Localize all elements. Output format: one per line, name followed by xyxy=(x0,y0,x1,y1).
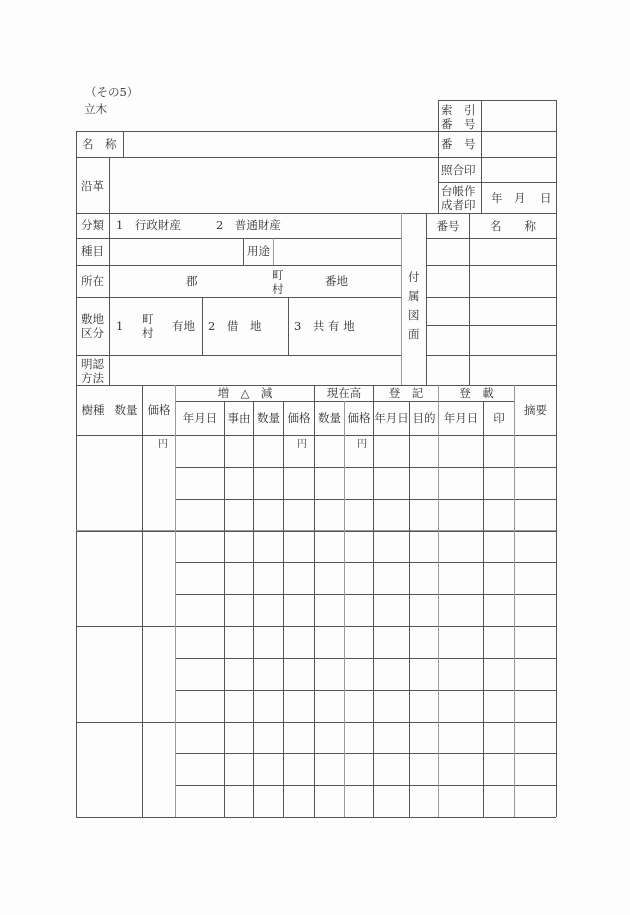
col-quantity: 数量 xyxy=(114,403,138,417)
table-row-group-3[interactable] xyxy=(77,627,174,722)
site-option-1-suffix[interactable]: 有地 xyxy=(172,319,195,333)
yen-unit-change-price: 円 xyxy=(297,439,307,450)
category-label: 種目 xyxy=(81,244,104,258)
attached-drawings-name-header: 名 称 xyxy=(490,218,536,233)
index-number-label: 索 引 番 号 xyxy=(441,103,476,131)
col-remarks: 摘要 xyxy=(524,403,547,417)
attached-drawings-number-header: 番号 xyxy=(436,218,460,233)
name-field[interactable] xyxy=(124,132,437,157)
number-label: 番 号 xyxy=(441,137,476,151)
location-gun: 郡 xyxy=(186,274,198,288)
col-change-reason: 事由 xyxy=(227,411,251,425)
table-row-group-2[interactable] xyxy=(77,532,174,626)
col-change-quantity: 数量 xyxy=(257,411,280,425)
history-label: 沿革 xyxy=(81,179,104,193)
col-change-price: 価格 xyxy=(287,411,311,425)
location-town-village: 町 村 xyxy=(272,268,284,296)
site-option-1-number: 1 xyxy=(116,319,124,333)
ledger-creator-seal-label: 台帳作 成者印 xyxy=(441,184,476,212)
site-type-label: 敷地 区分 xyxy=(81,312,104,340)
date-day: 日 xyxy=(540,191,552,205)
clarification-method-field[interactable] xyxy=(110,356,401,385)
col-tree-species: 樹種 xyxy=(81,403,105,417)
col-group-record: 登 載 xyxy=(459,386,494,400)
number-field[interactable] xyxy=(482,132,555,157)
form-title: 立木 xyxy=(84,102,107,116)
classification-option-administrative[interactable]: 1 行政財産 xyxy=(116,218,181,232)
classification-label: 分類 xyxy=(81,218,104,232)
check-seal-label: 照合印 xyxy=(441,163,476,177)
col-registry-purpose: 目的 xyxy=(412,411,436,425)
index-number-field[interactable] xyxy=(482,101,555,131)
col-group-current: 現在高 xyxy=(326,386,362,400)
clarification-method-label: 明認 方法 xyxy=(81,357,104,385)
table-row-group-4[interactable] xyxy=(77,723,174,817)
yen-unit-price: 円 xyxy=(158,439,168,450)
date-year: 年 xyxy=(491,191,503,205)
usage-field[interactable] xyxy=(274,239,401,265)
col-current-price: 価格 xyxy=(347,411,371,425)
location-label: 所在 xyxy=(81,274,104,288)
name-label: 名 称 xyxy=(82,137,117,151)
usage-label: 用途 xyxy=(247,244,270,258)
history-field[interactable] xyxy=(110,158,437,213)
site-option-shared[interactable]: 3 共 有 地 xyxy=(294,319,355,333)
col-registry-date: 年月日 xyxy=(374,411,409,425)
site-option-1-town-village: 町 村 xyxy=(142,312,154,340)
date-month: 月 xyxy=(514,191,526,205)
col-record-seal: 印 xyxy=(493,411,505,425)
check-seal-field[interactable] xyxy=(482,158,555,182)
category-field[interactable] xyxy=(110,239,243,265)
yen-unit-current-price: 円 xyxy=(357,439,367,450)
col-group-registry: 登 記 xyxy=(388,386,424,400)
col-record-date: 年月日 xyxy=(443,411,479,425)
attached-drawings-label: 付 属 図 面 xyxy=(408,270,420,341)
site-option-leased[interactable]: 2 借 地 xyxy=(208,319,262,333)
col-group-change: 増 △ 減 xyxy=(217,386,273,400)
location-banchi: 番地 xyxy=(325,274,348,288)
sheet-number: （その5） xyxy=(85,85,139,99)
classification-option-general[interactable]: 2 普通財産 xyxy=(216,218,281,232)
table-row-group-1[interactable] xyxy=(77,436,174,531)
col-current-quantity: 数量 xyxy=(318,411,341,425)
col-price: 価格 xyxy=(147,403,171,417)
col-change-date: 年月日 xyxy=(182,411,218,425)
